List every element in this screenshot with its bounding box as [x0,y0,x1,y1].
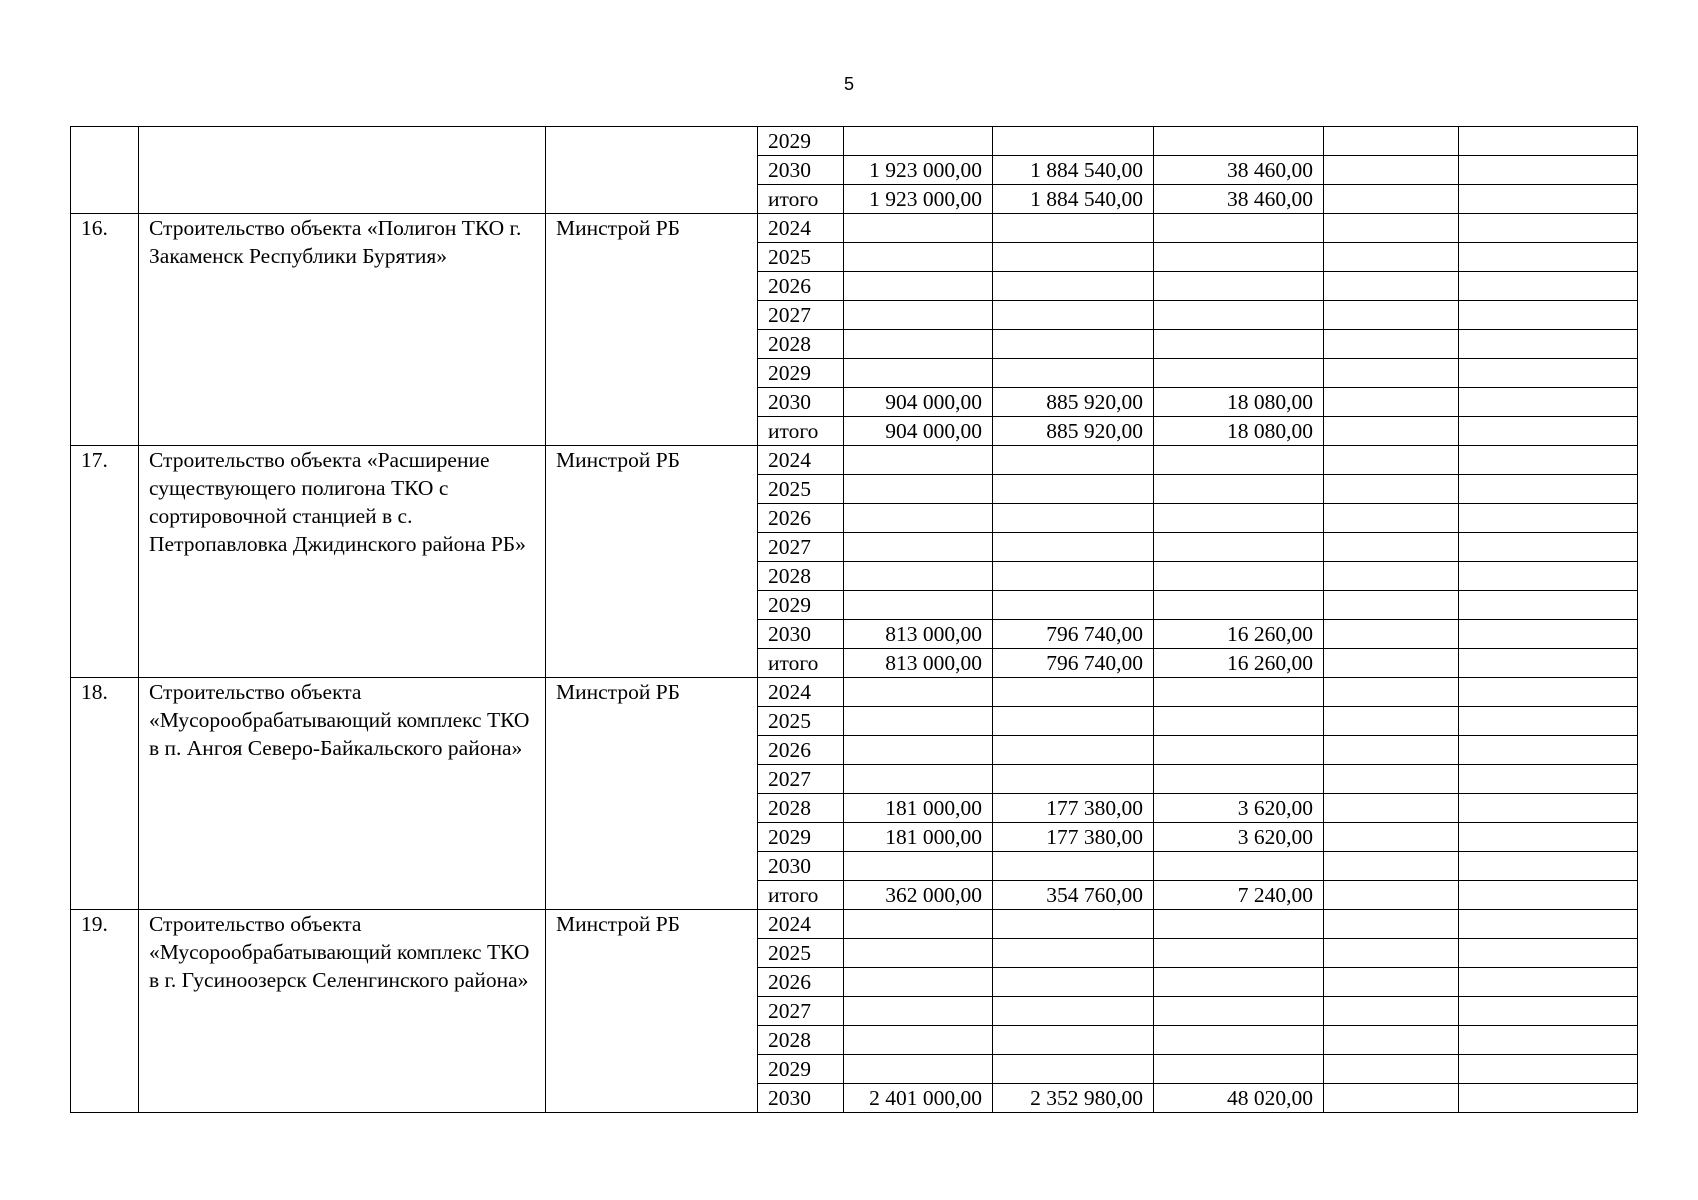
regional-amount-cell [1154,359,1324,388]
empty-cell [1459,736,1638,765]
total-amount-cell: 904 000,00 [844,388,993,417]
total-amount-cell [844,591,993,620]
federal-amount-cell [993,475,1154,504]
year-cell: 2029 [758,591,844,620]
table-row [71,678,1638,707]
project-number: 18. [71,678,139,910]
year-cell: 2026 [758,504,844,533]
empty-cell [1459,823,1638,852]
table-row [71,127,1638,156]
empty-cell [1324,475,1459,504]
empty-cell [1324,504,1459,533]
year-cell: 2024 [758,910,844,939]
regional-amount-cell [1154,765,1324,794]
total-amount-cell: 2 401 000,00 [844,1084,993,1113]
regional-amount-cell [1154,968,1324,997]
regional-amount-cell [1154,591,1324,620]
federal-amount-cell [993,678,1154,707]
empty-cell [1459,214,1638,243]
federal-amount-cell: 177 380,00 [993,794,1154,823]
total-amount-cell [844,446,993,475]
year-cell: итого [758,417,844,446]
year-cell: 2029 [758,823,844,852]
regional-amount-cell [1154,301,1324,330]
empty-cell [1459,678,1638,707]
year-cell: 2030 [758,1084,844,1113]
regional-amount-cell [1154,736,1324,765]
project-executor: Минстрой РБ [546,214,758,446]
federal-amount-cell [993,301,1154,330]
regional-amount-cell [1154,446,1324,475]
federal-amount-cell [993,707,1154,736]
regional-amount-cell [1154,939,1324,968]
empty-cell [1459,939,1638,968]
year-cell: 2029 [758,1055,844,1084]
year-cell: 2030 [758,388,844,417]
funding-table [70,126,1638,1113]
total-amount-cell [844,127,993,156]
total-amount-cell: 362 000,00 [844,881,993,910]
year-cell: 2025 [758,243,844,272]
federal-amount-cell [993,127,1154,156]
total-amount-cell [844,475,993,504]
total-amount-cell [844,997,993,1026]
empty-cell [1324,330,1459,359]
regional-amount-cell [1154,1026,1324,1055]
year-cell: 2025 [758,707,844,736]
empty-cell [1324,794,1459,823]
empty-cell [1324,388,1459,417]
empty-cell [1459,620,1638,649]
federal-amount-cell [993,330,1154,359]
federal-amount-cell [993,736,1154,765]
year-cell: 2026 [758,272,844,301]
empty-cell [1459,243,1638,272]
total-amount-cell: 181 000,00 [844,794,993,823]
empty-cell [1459,707,1638,736]
federal-amount-cell [993,359,1154,388]
regional-amount-cell [1154,997,1324,1026]
year-cell: итого [758,185,844,214]
federal-amount-cell: 885 920,00 [993,388,1154,417]
empty-cell [1459,1055,1638,1084]
empty-cell [1459,591,1638,620]
empty-cell [1324,736,1459,765]
federal-amount-cell [993,562,1154,591]
year-cell: 2028 [758,1026,844,1055]
empty-cell [1459,794,1638,823]
empty-cell [1324,591,1459,620]
federal-amount-cell [993,968,1154,997]
empty-cell [1324,765,1459,794]
federal-amount-cell: 1 884 540,00 [993,156,1154,185]
empty-cell [1459,852,1638,881]
year-cell: 2027 [758,997,844,1026]
federal-amount-cell: 1 884 540,00 [993,185,1154,214]
empty-cell [1324,939,1459,968]
empty-cell [1459,997,1638,1026]
empty-cell [1324,243,1459,272]
federal-amount-cell: 354 760,00 [993,881,1154,910]
year-cell: 2025 [758,939,844,968]
empty-cell [1324,272,1459,301]
federal-amount-cell [993,852,1154,881]
year-cell: 2024 [758,678,844,707]
regional-amount-cell [1154,533,1324,562]
total-amount-cell [844,1026,993,1055]
empty-cell [1459,417,1638,446]
year-cell: 2027 [758,765,844,794]
project-name [139,127,546,214]
empty-cell [1459,1084,1638,1113]
regional-amount-cell: 3 620,00 [1154,794,1324,823]
regional-amount-cell [1154,678,1324,707]
regional-amount-cell [1154,504,1324,533]
empty-cell [1459,301,1638,330]
year-cell: 2029 [758,359,844,388]
empty-cell [1459,910,1638,939]
total-amount-cell: 813 000,00 [844,649,993,678]
year-cell: 2028 [758,794,844,823]
regional-amount-cell [1154,243,1324,272]
total-amount-cell: 904 000,00 [844,417,993,446]
year-cell: 2024 [758,214,844,243]
federal-amount-cell [993,446,1154,475]
total-amount-cell [844,330,993,359]
empty-cell [1459,1026,1638,1055]
regional-amount-cell: 18 080,00 [1154,417,1324,446]
total-amount-cell [844,678,993,707]
year-cell: 2029 [758,127,844,156]
total-amount-cell [844,736,993,765]
federal-amount-cell [993,1055,1154,1084]
empty-cell [1324,881,1459,910]
project-name: Строительство объекта «Мусорообрабатывающий комплекс ТКО в г. Гусиноозерск Селенгинского района» [139,910,546,1113]
federal-amount-cell [993,243,1154,272]
federal-amount-cell: 177 380,00 [993,823,1154,852]
empty-cell [1324,562,1459,591]
total-amount-cell [844,1055,993,1084]
total-amount-cell: 181 000,00 [844,823,993,852]
total-amount-cell: 1 923 000,00 [844,156,993,185]
regional-amount-cell [1154,910,1324,939]
table-row [71,214,1638,243]
federal-amount-cell [993,272,1154,301]
total-amount-cell [844,359,993,388]
year-cell: 2026 [758,968,844,997]
regional-amount-cell [1154,707,1324,736]
regional-amount-cell: 18 080,00 [1154,388,1324,417]
empty-cell [1324,156,1459,185]
total-amount-cell [844,765,993,794]
federal-amount-cell: 796 740,00 [993,620,1154,649]
project-number: 16. [71,214,139,446]
empty-cell [1459,533,1638,562]
empty-cell [1324,214,1459,243]
year-cell: 2028 [758,330,844,359]
empty-cell [1459,127,1638,156]
year-cell: 2030 [758,620,844,649]
empty-cell [1324,910,1459,939]
total-amount-cell [844,852,993,881]
federal-amount-cell [993,997,1154,1026]
empty-cell [1324,649,1459,678]
federal-amount-cell [993,910,1154,939]
empty-cell [1324,301,1459,330]
total-amount-cell [844,707,993,736]
federal-amount-cell: 885 920,00 [993,417,1154,446]
year-cell: 2030 [758,156,844,185]
federal-amount-cell: 796 740,00 [993,649,1154,678]
page-number: 5 [843,74,854,94]
total-amount-cell [844,533,993,562]
regional-amount-cell: 38 460,00 [1154,185,1324,214]
empty-cell [1459,330,1638,359]
year-cell: 2025 [758,475,844,504]
empty-cell [1324,185,1459,214]
total-amount-cell [844,968,993,997]
regional-amount-cell: 16 260,00 [1154,649,1324,678]
empty-cell [1324,417,1459,446]
empty-cell [1324,1084,1459,1113]
total-amount-cell [844,243,993,272]
regional-amount-cell [1154,852,1324,881]
empty-cell [1324,707,1459,736]
empty-cell [1324,678,1459,707]
regional-amount-cell: 7 240,00 [1154,881,1324,910]
total-amount-cell [844,939,993,968]
total-amount-cell [844,272,993,301]
project-executor [546,127,758,214]
empty-cell [1459,272,1638,301]
table-row [71,910,1638,939]
empty-cell [1324,997,1459,1026]
year-cell: итого [758,649,844,678]
empty-cell [1324,620,1459,649]
regional-amount-cell [1154,214,1324,243]
project-number: 17. [71,446,139,678]
empty-cell [1459,765,1638,794]
empty-cell [1324,1026,1459,1055]
year-cell: 2024 [758,446,844,475]
total-amount-cell: 1 923 000,00 [844,185,993,214]
total-amount-cell [844,214,993,243]
project-number: 19. [71,910,139,1113]
empty-cell [1324,359,1459,388]
empty-cell [1459,475,1638,504]
empty-cell [1459,156,1638,185]
year-cell: 2030 [758,852,844,881]
federal-amount-cell [993,214,1154,243]
total-amount-cell [844,910,993,939]
empty-cell [1324,446,1459,475]
empty-cell [1459,446,1638,475]
federal-amount-cell: 2 352 980,00 [993,1084,1154,1113]
project-name: Строительство объекта «Расширение существующего полигона ТКО с сортировочной станцией в с. Петропавловка Джидинского района РБ» [139,446,546,678]
total-amount-cell [844,562,993,591]
empty-cell [1459,388,1638,417]
total-amount-cell [844,301,993,330]
empty-cell [1459,562,1638,591]
project-name: Строительство объекта «Полигон ТКО г. Закаменск Республики Бурятия» [139,214,546,446]
year-cell: 2027 [758,301,844,330]
year-cell: 2026 [758,736,844,765]
year-cell: 2028 [758,562,844,591]
regional-amount-cell: 38 460,00 [1154,156,1324,185]
empty-cell [1324,852,1459,881]
project-executor: Минстрой РБ [546,678,758,910]
regional-amount-cell [1154,330,1324,359]
federal-amount-cell [993,1026,1154,1055]
empty-cell [1459,968,1638,997]
project-name: Строительство объекта «Мусорообрабатывающий комплекс ТКО в п. Ангоя Северо-Байкальского района» [139,678,546,910]
regional-amount-cell [1154,562,1324,591]
empty-cell [1324,533,1459,562]
regional-amount-cell: 16 260,00 [1154,620,1324,649]
federal-amount-cell [993,504,1154,533]
empty-cell [1459,504,1638,533]
regional-amount-cell [1154,127,1324,156]
regional-amount-cell [1154,1055,1324,1084]
year-cell: 2027 [758,533,844,562]
regional-amount-cell: 3 620,00 [1154,823,1324,852]
total-amount-cell [844,504,993,533]
table-row [71,446,1638,475]
regional-amount-cell [1154,272,1324,301]
regional-amount-cell: 48 020,00 [1154,1084,1324,1113]
project-number [71,127,139,214]
empty-cell [1459,649,1638,678]
federal-amount-cell [993,765,1154,794]
federal-amount-cell [993,591,1154,620]
regional-amount-cell [1154,475,1324,504]
total-amount-cell: 813 000,00 [844,620,993,649]
empty-cell [1324,823,1459,852]
federal-amount-cell [993,533,1154,562]
empty-cell [1324,127,1459,156]
project-executor: Минстрой РБ [546,446,758,678]
empty-cell [1324,968,1459,997]
empty-cell [1459,359,1638,388]
empty-cell [1459,185,1638,214]
empty-cell [1459,881,1638,910]
year-cell: итого [758,881,844,910]
federal-amount-cell [993,939,1154,968]
empty-cell [1324,1055,1459,1084]
project-executor: Минстрой РБ [546,910,758,1113]
